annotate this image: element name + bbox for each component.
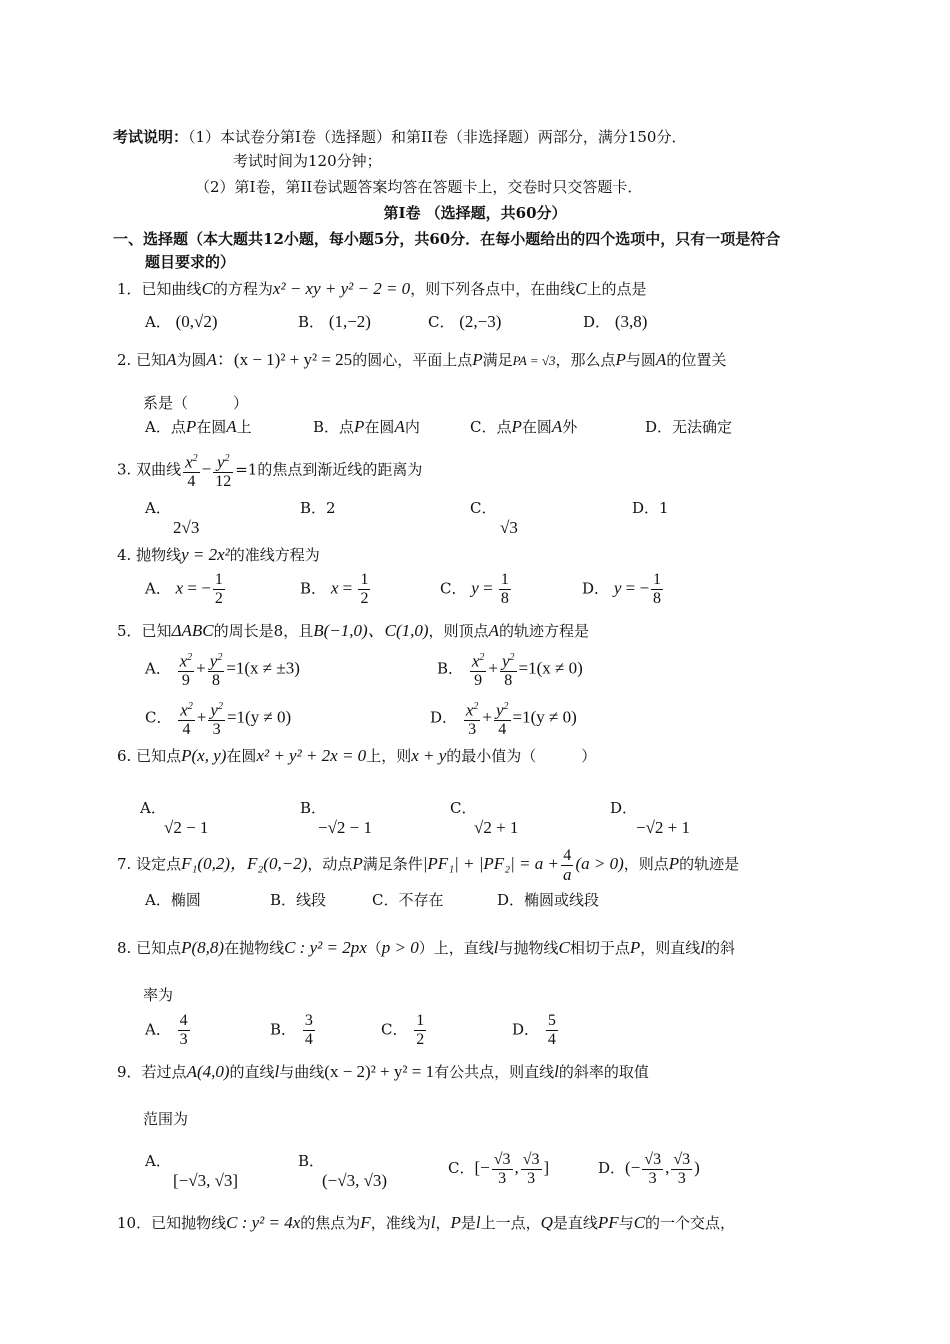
q8-option-b[interactable]: B． $\frac{3}{4}$ bbox=[270, 1012, 313, 1048]
question-3-stem: 3. 双曲线 $\frac{x^2}{4}$ − $\frac{y^2}{12}$ =1的焦点到渐近线的距离为 bbox=[117, 450, 422, 491]
q7-option-a[interactable]: A．椭圆 bbox=[145, 891, 201, 909]
q5-option-a[interactable]: A． $\frac{x^2}{9}$ + $\frac{y^2}{8}$ =1(x ≠ ±3) bbox=[145, 649, 300, 690]
question-6-stem: 6. 已知点P(x, y)在圆x² + y² + 2x = 0上，则x + y的最小值为（ ） bbox=[117, 746, 597, 765]
q2-option-b[interactable]: B．点P在圆A内 bbox=[313, 417, 420, 436]
section-heading: 一、选择题（本大题共12小题，每小题5分，共60分．在每小题给出的四个选项中，只有一项是符合 bbox=[113, 230, 781, 248]
q9-option-c[interactable]: C．[− $\frac{√3}{3}$ , $\frac{√3}{3}$ ] bbox=[448, 1150, 550, 1187]
q1-option-a[interactable]: A． (0,√2) bbox=[145, 312, 218, 331]
q8-option-a[interactable]: A． $\frac{4}{3}$ bbox=[145, 1012, 188, 1048]
q4-option-c[interactable]: C． y = $\frac{1}{8}$ bbox=[440, 571, 509, 607]
question-2-stem-cont: 系是（ ） bbox=[143, 394, 249, 412]
q1-option-d[interactable]: D． (3,8) bbox=[583, 312, 648, 331]
q8-option-c[interactable]: C． $\frac{1}{2}$ bbox=[381, 1012, 425, 1048]
q5-option-b[interactable]: B． $\frac{x^2}{9}$ + $\frac{y^2}{8}$ =1(x ≠ 0) bbox=[437, 649, 583, 690]
q2-option-c[interactable]: C．点P在圆A外 bbox=[470, 417, 578, 436]
q9-option-a[interactable]: A． [−√3, √3] bbox=[145, 1152, 239, 1190]
q1-option-b[interactable]: B． (1,−2) bbox=[298, 312, 371, 331]
question-2-stem: 2. 已知A为圆A：(x − 1)² + y² = 25的圆心，平面上点P满足PA = √3，那么点P与圆A的位置关 bbox=[117, 350, 727, 369]
question-9-stem-cont: 范围为 bbox=[143, 1110, 189, 1128]
q3-option-b[interactable]: B．2 bbox=[300, 499, 336, 517]
question-9-stem: 9．若过点A(4,0)的直线l与曲线(x − 2)² + y² = 1有公共点，则直线l的斜率的取值 bbox=[117, 1062, 649, 1081]
instructions-line-2: 考试时间为120分钟； bbox=[233, 152, 382, 170]
q3-option-d[interactable]: D．1 bbox=[632, 499, 669, 517]
q6-option-a[interactable]: A． √2 − 1 bbox=[140, 799, 209, 837]
q5-option-c[interactable]: C． $\frac{x^2}{4}$ + $\frac{y^2}{3}$ =1(y ≠ 0) bbox=[145, 698, 291, 739]
q9-option-b[interactable]: B． (−√3, √3) bbox=[298, 1152, 388, 1190]
question-8-stem: 8. 已知点P(8,8)在抛物线C : y² = 2px（p > 0）上，直线l与抛物线C相切于点P，则直线l的斜 bbox=[117, 938, 736, 957]
q8-option-d[interactable]: D． $\frac{5}{4}$ bbox=[512, 1012, 556, 1048]
q4-option-d[interactable]: D． y = − $\frac{1}{8}$ bbox=[582, 571, 662, 607]
q5-option-d[interactable]: D． $\frac{x^2}{3}$ + $\frac{y^2}{4}$ =1(y ≠ 0) bbox=[430, 698, 577, 739]
part-title: 第Ⅰ卷 （选择题，共60分） bbox=[383, 204, 567, 222]
q2-option-a[interactable]: A．点P在圆A上 bbox=[145, 417, 252, 436]
q7-option-b[interactable]: B．线段 bbox=[270, 891, 327, 909]
q9-option-d[interactable]: D．(− $\frac{√3}{3}$ , $\frac{√3}{3}$ ) bbox=[598, 1150, 700, 1187]
instructions-label: 考试说明： bbox=[113, 128, 189, 146]
question-7-stem: 7. 设定点F₁(0,2)，F₂(0,−2)，动点P满足条件|PF₁| + |PF₂| = a + $\frac{4}{a}$ (a > 0)，则点P的轨迹是 bbox=[117, 846, 740, 884]
question-5-stem: 5．已知ΔABC的周长是8，且B(−1,0)、C(1,0)，则顶点A的轨迹方程是 bbox=[117, 621, 589, 640]
question-1-stem: 1．已知曲线C的方程为x² − xy + y² − 2 = 0，则下列各点中，在曲线C上的点是 bbox=[117, 279, 647, 298]
q4-option-a[interactable]: A． x = − $\frac{1}{2}$ bbox=[145, 571, 223, 607]
q7-option-c[interactable]: C．不存在 bbox=[372, 891, 444, 909]
section-heading-cont: 题目要求的） bbox=[145, 253, 236, 271]
q6-option-b[interactable]: B． −√2 − 1 bbox=[300, 799, 373, 837]
q3-option-a[interactable]: A． 2√3 bbox=[145, 499, 200, 537]
instructions-line-1: 考试说明：（1）本试卷分第Ⅰ卷（选择题）和第II卷（非选择题）两部分，满分150分． bbox=[113, 128, 687, 146]
instructions-line-3: （2）第Ⅰ卷，第II卷试题答案均答在答题卡上，交卷时只交答题卡． bbox=[195, 178, 643, 196]
q6-option-c[interactable]: C． √2 + 1 bbox=[450, 799, 519, 837]
question-10-stem: 10．已知抛物线C : y² = 4x的焦点为F，准线为l，P是l上一点，Q是直线PF与C的一个交点， bbox=[117, 1213, 736, 1232]
q1-option-c[interactable]: C． (2,−3) bbox=[428, 312, 502, 331]
q3-option-c[interactable]: C． √3 bbox=[470, 499, 518, 537]
question-4-stem: 4. 抛物线y = 2x²的准线方程为 bbox=[117, 545, 320, 564]
q4-option-b[interactable]: B． x = $\frac{1}{2}$ bbox=[300, 571, 369, 607]
q6-option-d[interactable]: D． −√2 + 1 bbox=[610, 799, 691, 837]
question-8-stem-cont: 率为 bbox=[143, 986, 174, 1004]
q2-option-d[interactable]: D．无法确定 bbox=[645, 418, 733, 436]
q7-option-d[interactable]: D．椭圆或线段 bbox=[497, 891, 600, 909]
